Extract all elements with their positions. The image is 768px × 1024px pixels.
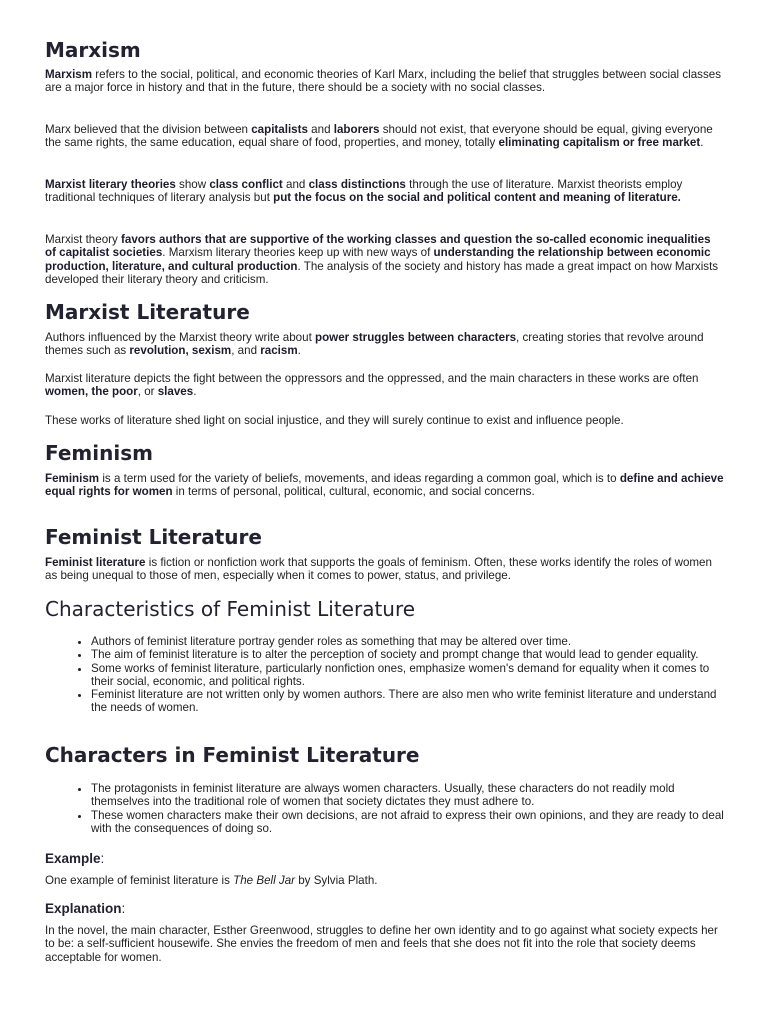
bold-term: slaves	[157, 385, 194, 399]
characteristics-list	[45, 635, 724, 715]
bold-term: Feminism	[45, 472, 100, 485]
list-item: • These women characters make their own decisions, are not afraid to express their own opinions, and they are ready to deal with the consequences of doing so.	[91, 809, 724, 836]
marxism-paragraph-3	[45, 178, 724, 205]
bold-term: define and achieve equal rights for women	[45, 472, 724, 499]
bold-term: favors authors that are supportive of the working classes and question the so-called economic inequalities of capitalist societies	[45, 233, 711, 260]
text: through the use of literature. Marxist theorists employ traditional techniques of literary analysis but	[45, 178, 683, 205]
book-title: The Bell Jar	[233, 874, 296, 887]
bold-term: Marxism	[45, 68, 93, 81]
text: by Sylvia Plath.	[295, 874, 378, 887]
bold-term: laborers	[333, 123, 380, 136]
text: refers to the social, political, and economic theories of Karl Marx, including the belief that struggles between social classes are a major force in history and that in the future, there should be a society with no social classes.	[45, 68, 722, 95]
text: and	[282, 178, 309, 191]
bold-term: Marxist literary theories	[45, 178, 176, 191]
heading-marxism: Marxism	[45, 38, 141, 62]
list-item: • Feminist literature are not written only by women authors. There are also men who write feminist literature and understand the needs of women.	[91, 688, 724, 715]
text: . The analysis of the society and history has made a great impact on how Marxists developed their literary theory and criticism.	[45, 259, 719, 286]
heading-feminist-literature: Feminist Literature	[45, 525, 262, 549]
text: is a term used for the variety of beliefs, movements, and ideas regarding a common goal, which is to	[99, 472, 620, 485]
bold-term: revolution, sexism	[129, 344, 232, 358]
text: should not exist, that everyone should be equal, giving everyone the same rights, the same education, equal share of food, properties, and money, totally	[45, 123, 713, 150]
text: .	[700, 136, 704, 150]
feminist-lit-paragraph-1	[45, 556, 724, 583]
heading-marxist-literature: Marxist Literature	[45, 300, 250, 324]
colon: :	[100, 851, 105, 866]
colon: :	[121, 901, 126, 916]
explanation-paragraph: In the novel, the main character, Esther Greenwood, struggles to define her own identity and to go against what society expects her to be: a self-sufficient housewife. She envies the freedom of men and feels that she does not fit into the role that society deems acceptable for women.	[45, 924, 718, 964]
bold-term: women, the poor	[45, 385, 138, 399]
text: Authors influenced by the Marxist theory write about	[45, 331, 316, 344]
characters-list	[45, 782, 724, 835]
marxism-paragraph-2	[45, 123, 724, 150]
example-paragraph	[45, 874, 724, 887]
list-item: • Some works of feminist literature, particularly nonfiction ones, emphasize women's demand for equality when it comes to their social, economic, and political rights.	[91, 662, 724, 689]
bold-term: class distinctions	[308, 178, 406, 191]
bold-term: Feminist literature	[45, 556, 146, 569]
bold-term: racism	[260, 344, 298, 358]
bold-term: put the focus on the social and political content and meaning of literature.	[273, 191, 681, 205]
text: , or	[137, 385, 158, 399]
marxism-paragraph-4	[45, 233, 724, 286]
list-item: • Authors of feminist literature portray gender roles as something that may be altered over time.	[91, 635, 724, 648]
text: . Marxism literary theories keep up with new ways of	[162, 246, 434, 260]
heading-feminism: Feminism	[45, 441, 153, 465]
text: , and	[231, 344, 261, 358]
bold-term: power struggles between characters	[315, 331, 517, 344]
marxism-paragraph-1	[45, 68, 724, 95]
heading-text: Example	[45, 851, 101, 866]
marxist-lit-paragraph-2	[45, 372, 724, 399]
text: Marx believed that the division between	[45, 123, 252, 136]
text: .	[193, 385, 197, 399]
heading-characters: Characters in Feminist Literature	[45, 743, 420, 767]
heading-explanation	[45, 900, 724, 918]
text: .	[297, 344, 301, 358]
text: in terms of personal, political, cultural, economic, and social concerns.	[172, 485, 535, 499]
bold-term: class conflict	[209, 178, 283, 191]
feminism-paragraph-1	[45, 472, 724, 499]
bold-term: understanding the relationship between economic production, literature, and cultural production	[45, 246, 711, 273]
bold-term: capitalists	[251, 123, 308, 136]
heading-example	[45, 850, 724, 868]
text: One example of feminist literature is	[45, 874, 234, 887]
marxist-lit-paragraph-3: These works of literature shed light on social injustice, and they will surely continue to exist and influence people.	[45, 414, 624, 427]
text: , creating stories that revolve around themes such as	[45, 331, 704, 358]
text: and	[307, 123, 334, 136]
bold-term: eliminating capitalism or free market	[498, 136, 701, 150]
list-item: • The aim of feminist literature is to alter the perception of society and prompt change that would lead to gender equality.	[91, 648, 724, 661]
list-item: • The protagonists in feminist literature are always women characters. Usually, these characters do not readily mold themselves into the traditional role of women that society dictates they must adhere to.	[91, 782, 724, 809]
text: Marxist literature depicts the fight between the oppressors and the oppressed, and the main characters in these works are often	[45, 372, 699, 385]
text: show	[175, 178, 210, 191]
heading-characteristics: Characteristics of Feminist Literature	[45, 597, 416, 621]
text: Marxist theory	[45, 233, 122, 246]
text: is fiction or nonfiction work that supports the goals of feminism. Often, these works identify the roles of women as being unequal to those of men, especially when it comes to power, status, and privilege.	[45, 556, 712, 583]
marxist-lit-paragraph-1	[45, 331, 724, 358]
heading-text: Explanation	[45, 901, 122, 916]
